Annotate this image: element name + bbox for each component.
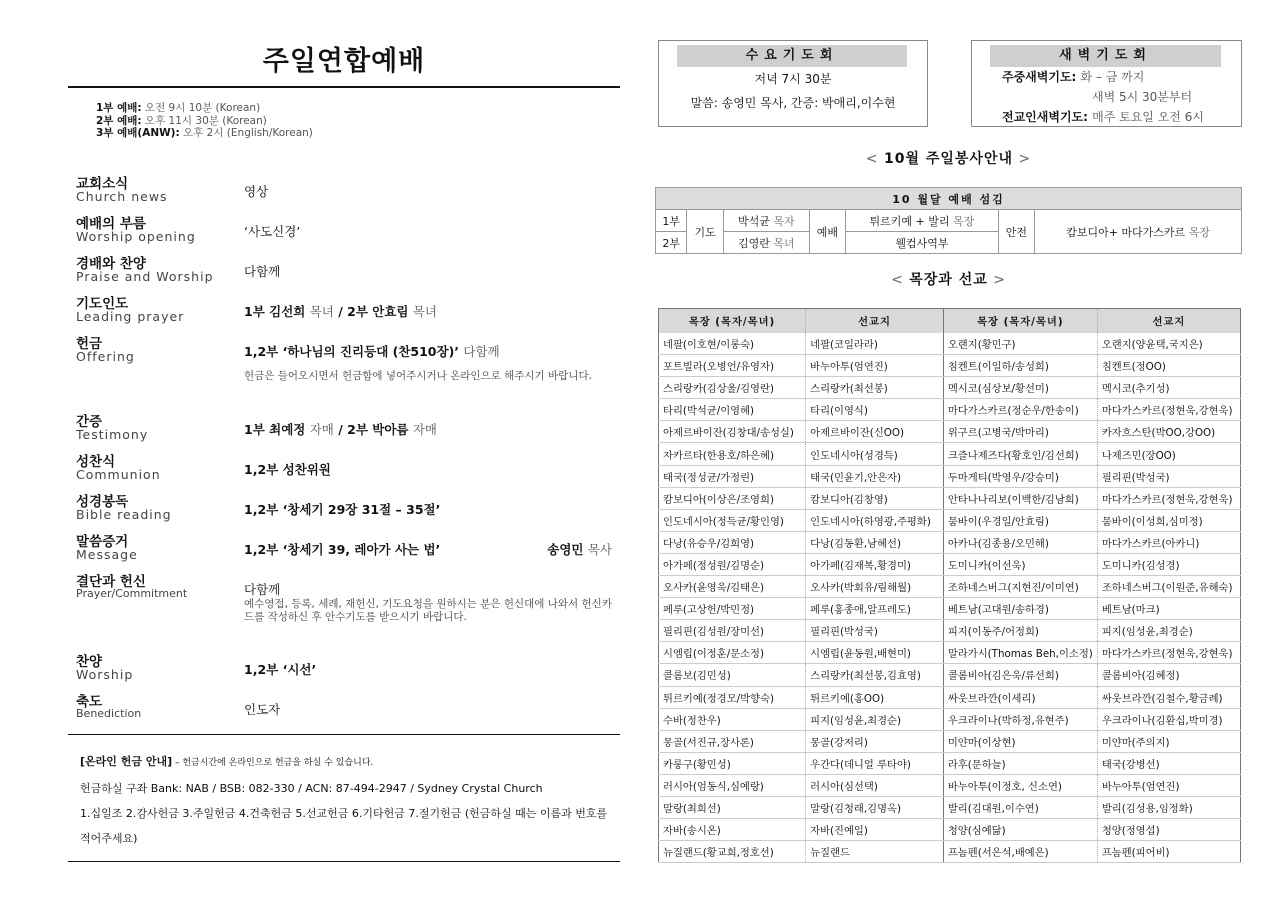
table-row [659, 819, 1241, 841]
cell-mission-field: 인도네시아(성경득) [806, 443, 944, 465]
table-row [659, 664, 1241, 686]
table-row [659, 509, 1241, 531]
cell-mission-field: 멕시코(추기성) [1097, 377, 1240, 399]
table-row [659, 576, 1241, 598]
wednesday-prayer-title: 수요기도회 [677, 45, 907, 67]
cell-cell-group: 아제르바이잔(김창대/송성실) [659, 421, 806, 443]
cell-cell-group: 태국(정성균/가정린) [659, 465, 806, 487]
cell-mission-field: 시엠립(윤동원,배현미) [806, 642, 944, 664]
cell-mission-field: 필리핀(박성국) [1097, 465, 1240, 487]
cell-mission-field: 마다가스카르(정현욱,강현욱) [1097, 642, 1240, 664]
cell-mission-field: 뭄바이(이성희,심미정) [1097, 509, 1240, 531]
order-item-worship: 찬양 Worship 1,2부 ‘시선’ [76, 653, 317, 682]
table-row [659, 752, 1241, 774]
cell-cell-group: 러시아(엄동식,심예랑) [659, 774, 806, 796]
table-row [659, 465, 1241, 487]
cell-mission-field: 페루(홍종애,알프레도) [806, 598, 944, 620]
order-item-leading-prayer: 기도인도 Leading prayer 1부 김선희 목녀 / 2부 안효림 목녀 [76, 295, 437, 324]
cell-cell-group: 수바(정찬우) [659, 708, 806, 730]
order-item-message: 말씀증거 Message 1,2부 ‘창세기 39, 레아가 사는 법’ 송영민 목사 [76, 533, 612, 562]
cell-cell-group: 피지(이동주/어정희) [943, 620, 1097, 642]
title-divider [68, 86, 620, 88]
cell-cell-group: 크즐나제즈다(황호인/김선희) [943, 443, 1097, 465]
mission-table [658, 308, 1241, 863]
cell-cell-group: 자카르타(한용호/하은혜) [659, 443, 806, 465]
service-times [96, 102, 620, 140]
cell-cell-group: 뉴질랜드(황교희,정호선) [659, 841, 806, 863]
cell-mission-field: 발리(김성용,임정화) [1097, 796, 1240, 818]
cell-cell-group: 싸웃브라깐(이세리) [943, 686, 1097, 708]
service-assignment-table: 10 월달 예배 섬김 1부 기도 박석균 목자 예배 튀르키예 + 발리 목장 안전 캄보디아+ 마다가스카르 목장 2부 김영란 목녀 웰컴사역부 [655, 187, 1242, 254]
cell-cell-group: 바누아투(이정호, 신소연) [943, 774, 1097, 796]
cell-cell-group: 아카나(김종용/오민해) [943, 531, 1097, 553]
order-item-worship-opening: 예배의 부름 Worship opening ‘사도신경’ [76, 215, 301, 244]
mission-table-header: 목장 (목자/목녀) 선교지 목장 (목자/목녀) 선교지 [659, 309, 1241, 333]
order-item-commitment: 결단과 헌신 Prayer/Commitment 다함께 [76, 573, 281, 600]
table-row [659, 620, 1241, 642]
cell-cell-group: 베트남(고대원/송하경) [943, 598, 1097, 620]
cell-cell-group: 몽골(서진규,장사론) [659, 730, 806, 752]
order-item-testimony: 간증 Testimony 1부 최예정 자매 / 2부 박아름 자매 [76, 413, 437, 442]
order-of-worship [68, 172, 620, 730]
cell-cell-group: 라후(문하늘) [943, 752, 1097, 774]
cell-cell-group: 프놈펜(서은석,배예은) [943, 841, 1097, 863]
cell-cell-group: 튀르키예(정경모/박향숙) [659, 686, 806, 708]
cell-mission-field: 마다가스카르(아카니) [1097, 531, 1240, 553]
dawn-prayer-title: 새벽기도회 [990, 45, 1221, 67]
table-row [659, 333, 1241, 355]
table-row [659, 421, 1241, 443]
cell-cell-group: 시엠립(이정훈/문소정) [659, 642, 806, 664]
cell-mission-field: 프놈펜(피어비) [1097, 841, 1240, 863]
service-time-3: 3부 예배(ANW): 오후 2시 (English/Korean) [96, 127, 313, 139]
bottom-divider [68, 861, 620, 862]
table-row [659, 377, 1241, 399]
cell-mission-field: 바누아투(엄연진) [806, 355, 944, 377]
cell-mission-field: 태국(강병선) [1097, 752, 1240, 774]
service-section-title: < 10월 주일봉사안내 > [865, 151, 1032, 167]
cell-mission-field: 몽골(강저리) [806, 730, 944, 752]
table-row [659, 598, 1241, 620]
cell-cell-group: 카룽구(황민성) [659, 752, 806, 774]
cell-mission-field: 필리핀(박성국) [806, 620, 944, 642]
table-row [659, 399, 1241, 421]
cell-mission-field: 다낭(김동환,남혜선) [806, 531, 944, 553]
cell-cell-group: 도미니카(이선욱) [943, 553, 1097, 575]
cell-mission-field: 카자흐스탄(박OO,강OO) [1097, 421, 1240, 443]
table-row [659, 553, 1241, 575]
cell-mission-field: 베트남(마크) [1097, 598, 1240, 620]
cell-cell-group: 미얀마(이상현) [943, 730, 1097, 752]
cell-cell-group: 우크라이나(박하정,유현주) [943, 708, 1097, 730]
commitment-note: 예수영접, 등록, 세례, 재헌신, 기도요청을 원하시는 분은 헌신대에 나와서 헌신카드를 작성하신 후 안수기도를 받으시기 바랍니다. [244, 597, 612, 623]
cell-cell-group: 포트빌라(오병언/유영자) [659, 355, 806, 377]
cell-mission-field: 조하네스버그(이원준,유해숙) [1097, 576, 1240, 598]
cell-mission-field: 뉴질랜드 [806, 841, 944, 863]
offering-note: 헌금은 들어오시면서 헌금함에 넣어주시거나 온라인으로 해주시기 바랍니다. [244, 369, 592, 382]
cell-cell-group: 말랑(최희선) [659, 796, 806, 818]
order-item-church-news: 교회소식 Church news 영상 [76, 175, 269, 204]
order-item-communion: 성찬식 Communion 1,2부 성찬위원 [76, 453, 331, 482]
table-row [659, 730, 1241, 752]
cell-cell-group: 마다가스카르(정순우/한송이) [943, 399, 1097, 421]
table-row [659, 355, 1241, 377]
cell-mission-field: 우간다(데니얼 루타야) [806, 752, 944, 774]
cell-mission-field: 나제즈민(장OO) [1097, 443, 1240, 465]
cell-mission-field: 인도네시아(하영광,주평화) [806, 509, 944, 531]
cell-mission-field: 네팔(코일라라) [806, 333, 944, 355]
cell-mission-field: 오사카(박회유/림해월) [806, 576, 944, 598]
cell-cell-group: 네팔(이호현/이롱숙) [659, 333, 806, 355]
table-row [659, 708, 1241, 730]
order-item-praise: 경배와 찬양 Praise and Worship 다함께 [76, 255, 281, 284]
cell-cell-group: 뭄바이(우경일/안효림) [943, 509, 1097, 531]
cell-cell-group: 발리(김대원,이수연) [943, 796, 1097, 818]
table-row [659, 774, 1241, 796]
cell-mission-field: 콜롬비아(김혜정) [1097, 664, 1240, 686]
worship-order-panel [68, 40, 620, 862]
service-time-2: 2부 예배: 오후 11시 30분 (Korean) [96, 114, 267, 127]
cell-cell-group: 인도네시아(정득균/황인영) [659, 509, 806, 531]
table-row [659, 796, 1241, 818]
online-offering-info: [온라인 헌금 안내] – 헌금시간에 온라인으로 헌금을 하실 수 있습니다. 헌금하실 구좌 Bank: NAB / BSB: 082-330 / ACN: 87-494-2947 / Sydney Crystal Church 1.십일조 2.감사헌금 3.주일헌금 4.건축헌금 5.선교헌금 6.기타헌금 7.절기헌금 (헌금하실 때는 이름과 번호를 적어주세요) [68, 735, 620, 861]
service-time-1: 1부 예배: 오전 9시 10분 (Korean) [96, 102, 261, 114]
cell-mission-field: 아제르바이잔(신OO) [806, 421, 944, 443]
cell-mission-field: 미얀마(주의지) [1097, 730, 1240, 752]
cell-cell-group: 조하네스버그(지현진/이미연) [943, 576, 1097, 598]
order-item-bible-reading: 성경봉독 Bible reading 1,2부 ‘창세기 29장 31절 – 35절’ [76, 493, 441, 522]
dawn-prayer-box: 새벽기도회 주중새벽기도: 화 – 금 까지 새벽 5시 30분부터 전교인새벽기도: 매주 토요일 오전 6시 [971, 40, 1242, 127]
cell-mission-field: 침켄트(정OO) [1097, 355, 1240, 377]
cell-mission-field: 아가페(김재복,황경미) [806, 553, 944, 575]
table-row [659, 686, 1241, 708]
cell-mission-field: 스리랑카(최선봉) [806, 377, 944, 399]
cell-cell-group: 오사카(윤영욱/김태은) [659, 576, 806, 598]
cell-cell-group: 자바(송시온) [659, 819, 806, 841]
cell-cell-group: 아가페(정성원/김명순) [659, 553, 806, 575]
cell-cell-group: 페루(고상헌/박민정) [659, 598, 806, 620]
cell-mission-field: 피지(임성윤,최경순) [1097, 620, 1240, 642]
cell-mission-field: 자바(진예일) [806, 819, 944, 841]
table-row [659, 642, 1241, 664]
cell-cell-group: 위구르(고병국/박마리) [943, 421, 1097, 443]
cell-cell-group: 콜롬보(김민성) [659, 664, 806, 686]
cell-cell-group: 다낭(유승우/김희영) [659, 531, 806, 553]
cell-cell-group: 스리랑카(김상울/김영란) [659, 377, 806, 399]
cell-cell-group: 말라가시(Thomas Beh,이소정) [943, 642, 1097, 664]
table-row [659, 531, 1241, 553]
page-title: 주일연합예배 [262, 46, 426, 77]
cell-mission-field: 마다가스카르(정현욱,강현욱) [1097, 487, 1240, 509]
mission-section-title: < 목장과 선교 > [891, 272, 1006, 288]
cell-mission-field: 캄보디아(김창영) [806, 487, 944, 509]
offering-types: 1.십일조 2.감사헌금 3.주일헌금 4.건축헌금 5.선교헌금 6.기타헌금 7.절기헌금 (헌금하실 때는 이름과 번호를 [80, 806, 608, 820]
cell-mission-field: 말랑(김청래,김명옥) [806, 796, 944, 818]
order-item-offering: 헌금 Offering 1,2부 ‘하나님의 진리등대 (찬510장)’ 다함께 [76, 335, 500, 364]
cell-cell-group: 안타나나리보(이백한/김남희) [943, 487, 1097, 509]
cell-cell-group: 캄보디아(이상은/조영희) [659, 487, 806, 509]
cell-mission-field: 청양(정영섭) [1097, 819, 1240, 841]
cell-cell-group: 콜롬비아(김은욱/류선희) [943, 664, 1097, 686]
table-row [659, 841, 1241, 863]
cell-mission-field: 타리(이영식) [806, 399, 944, 421]
bank-details: 헌금하실 구좌 Bank: NAB / BSB: 082-330 / ACN: 87-494-2947 / Sydney Crystal Church [80, 781, 543, 795]
cell-cell-group: 타리(박석균/이영혜) [659, 399, 806, 421]
cell-mission-field: 스리랑카(최선봉,김효영) [806, 664, 944, 686]
cell-mission-field: 싸웃브라깐(김철수,황금례) [1097, 686, 1240, 708]
cell-mission-field: 튀르키예(홍OO) [806, 686, 944, 708]
cell-cell-group: 침켄트(이일하/송성희) [943, 355, 1097, 377]
cell-mission-field: 러시아(심선택) [806, 774, 944, 796]
cell-cell-group: 청양(심예닮) [943, 819, 1097, 841]
cell-mission-field: 피지(임성윤,최경순) [806, 708, 944, 730]
cell-mission-field: 오랜지(양윤택,국지은) [1097, 333, 1240, 355]
cell-cell-group: 멕시코(심상보/황선미) [943, 377, 1097, 399]
cell-mission-field: 태국(민윤기,안은자) [806, 465, 944, 487]
table-row [659, 443, 1241, 465]
cell-cell-group: 두마게티(박영우/강승미) [943, 465, 1097, 487]
wednesday-prayer-box: 수요기도회 저녁 7시 30분 말씀: 송영민 목사, 간증: 박애리,이수현 [658, 40, 928, 127]
cell-cell-group: 오랜지(황민구) [943, 333, 1097, 355]
cell-mission-field: 마다가스카르(정현욱,강현욱) [1097, 399, 1240, 421]
cell-cell-group: 필리핀(김성원/장미선) [659, 620, 806, 642]
order-item-benediction: 축도 Benediction 인도자 [76, 693, 281, 720]
cell-mission-field: 바누아투(엄연진) [1097, 774, 1240, 796]
cell-mission-field: 우크라이나(김환십,박미경) [1097, 708, 1240, 730]
preacher: 송영민 목사 [547, 541, 612, 557]
table-row [659, 487, 1241, 509]
cell-mission-field: 도미니카(김성경) [1097, 553, 1240, 575]
